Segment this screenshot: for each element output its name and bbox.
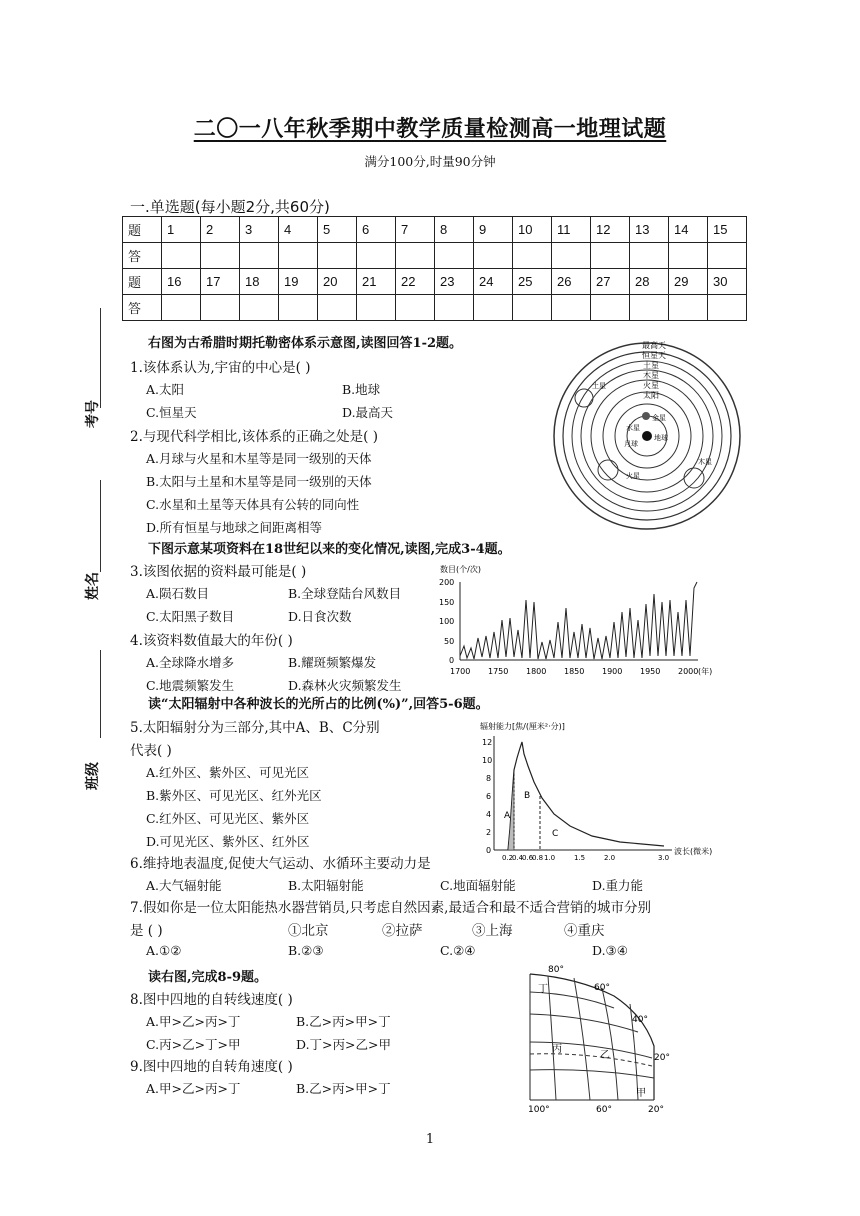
label-fixed-stars: 恒星天 [642,351,666,360]
binding-line [100,308,101,408]
lat-label: 60° [594,983,610,993]
answer-cell[interactable] [396,295,435,321]
option[interactable]: C.恒星天 [146,405,197,420]
class-label: 班级 [85,762,101,790]
table-cell: 23 [435,269,474,295]
y-tick: 150 [439,598,455,607]
x-tick: 1850 [564,667,585,676]
lon-label: 100° [528,1105,550,1115]
option[interactable]: D.可见光区、紫外区、红外区 [146,834,310,849]
answer-cell[interactable] [357,295,396,321]
table-row [123,269,747,295]
option[interactable]: A.月球与火星和木星等是同一级别的天体 [146,451,372,466]
label-saturn-2: 土星 [592,382,606,390]
table-cell: 25 [513,269,552,295]
place-jia: 甲 [636,1088,646,1099]
y-tick: 10 [482,756,493,765]
lon-label: 20° [648,1105,664,1115]
y-tick: 50 [444,637,455,646]
option[interactable]: C.丙>乙>丁>甲 [146,1037,241,1052]
x-unit: (年) [698,667,713,676]
table-cell: 28 [630,269,669,295]
option[interactable]: B.耀斑频繁爆发 [288,655,377,670]
radiation-curve [508,742,664,850]
label-mercury: 水星 [626,424,640,432]
answer-cell[interactable] [474,243,513,269]
table-cell: 26 [552,269,591,295]
option[interactable]: B.紫外区、可见光区、红外光区 [146,788,322,803]
question-6: 6.维持地表温度,促使大气运动、水循环主要动力是 [130,856,431,872]
x-tick: 0.6 [522,854,534,862]
question-1: 1.该体系认为,宇宙的中心是( ) [130,360,311,376]
table-cell: 8 [435,217,474,243]
answer-cell[interactable] [240,243,279,269]
label-moon: 月球 [624,440,638,448]
label-jupiter-2: 木星 [698,458,712,466]
answer-cell[interactable] [591,243,630,269]
sun-icon [642,412,650,420]
answer-cell[interactable] [162,243,201,269]
option[interactable]: B.太阳与土星和木星等是同一级别的天体 [146,474,372,489]
table-row [123,217,747,243]
answer-table [122,216,747,321]
answer-cell[interactable] [708,295,747,321]
instruction-text: 右图为古希腊时期托勒密体系示意图,读图回答1-2题。 [148,336,463,351]
question-9: 9.图中四地的自转角速度( ) [130,1059,293,1075]
table-cell: 11 [552,217,591,243]
lat-label: 80° [548,965,564,975]
answer-cell[interactable] [279,243,318,269]
instruction-text: 下图示意某项资料在18世纪以来的变化情况,读图,完成3-4题。 [148,542,511,557]
x-tick: 0.8 [532,854,544,862]
table-cell: 22 [396,269,435,295]
option[interactable]: C.水星和土星等天体具有公转的同向性 [146,497,360,512]
solar-radiation-chart [476,718,716,866]
x-tick: 2000 [678,667,699,676]
table-cell: 19 [279,269,318,295]
region-c-label: C [552,829,559,839]
answer-cell[interactable] [513,295,552,321]
table-cell: 12 [591,217,630,243]
answer-cell[interactable] [630,243,669,269]
option[interactable]: B.乙>丙>甲>丁 [296,1081,391,1096]
answer-cell[interactable] [474,295,513,321]
lat-label: 20° [654,1053,670,1063]
y-tick: 8 [486,774,492,783]
y-tick: 12 [482,738,493,747]
label-venus: 金星 [652,414,666,422]
option[interactable]: C.②④ [440,943,476,958]
region-b-label: B [524,791,531,801]
answer-cell[interactable] [357,243,396,269]
option[interactable]: A.全球降水增多 [146,655,235,670]
label-mars: 火星 [643,381,659,390]
option[interactable]: D.日食次数 [288,609,352,624]
instruction-text: 读“太阳辐射中各种波长的光所占的比例(%)”,回答5-6题。 [148,697,489,712]
y-axis-label: 辐射能力[焦/(厘米²·分)] [480,722,565,731]
exam-number-label: 考号 [85,400,101,428]
table-cell: 6 [357,217,396,243]
option[interactable]: D.③④ [592,943,628,958]
label-mars-2: 火星 [626,472,640,480]
option[interactable]: D.森林火灾频繁发生 [288,678,402,693]
table-cell: 7 [396,217,435,243]
answer-cell[interactable] [669,243,708,269]
option[interactable]: B.地球 [342,382,381,397]
question-2: 2.与现代科学相比,该体系的正确之处是( ) [130,429,378,445]
instruction-text: 读右图,完成8-9题。 [148,970,268,985]
table-cell: 17 [201,269,240,295]
binding-line [100,650,101,738]
answer-cell[interactable] [708,243,747,269]
question-5: 5.太阳辐射分为三部分,其中A、B、C分别 [130,720,380,736]
city: ④重庆 [564,923,605,939]
answer-cell[interactable] [591,295,630,321]
page-subtitle: 满分100分,时量90分钟 [364,154,496,169]
x-tick: 1800 [526,667,547,676]
answer-cell[interactable] [240,295,279,321]
answer-cell[interactable] [162,295,201,321]
label-earth: 地球 [654,434,668,442]
table-cell: 9 [474,217,513,243]
table-cell: 21 [357,269,396,295]
table-cell: 24 [474,269,513,295]
answer-cell[interactable] [318,243,357,269]
table-cell: 29 [669,269,708,295]
option[interactable]: A.太阳 [146,382,185,397]
x-tick: 3.0 [658,854,670,862]
table-cell: 2 [201,217,240,243]
x-tick: 1750 [488,667,509,676]
y-tick: 4 [486,810,492,819]
option[interactable]: C.太阳黑子数目 [146,609,235,624]
table-cell: 27 [591,269,630,295]
table-cell: 5 [318,217,357,243]
question-7-cont: 是 ( ) [130,923,163,939]
place-yi: 乙 [600,1050,610,1061]
table-cell: 10 [513,217,552,243]
option[interactable]: C.地震频繁发生 [146,678,235,693]
globe-sector-diagram [518,962,694,1118]
x-tick: 1.0 [544,854,556,862]
y-tick: 0 [449,656,455,665]
answer-cell[interactable] [396,243,435,269]
y-tick: 6 [486,792,492,801]
table-cell: 题 [123,217,162,243]
name-label: 姓名 [85,572,101,600]
table-cell: 答 [123,295,162,321]
city: ③上海 [472,923,513,939]
x-tick: 1700 [450,667,471,676]
answer-cell[interactable] [435,243,474,269]
table-cell: 1 [162,217,201,243]
city: ②拉萨 [382,923,423,939]
lon-label: 60° [596,1105,612,1115]
sunspot-series-line [460,582,697,659]
question-7: 7.假如你是一位太阳能热水器营销员,只考虑自然因素,最适合和最不适合营销的城市分别 [130,900,651,916]
table-cell: 14 [669,217,708,243]
answer-cell[interactable] [669,295,708,321]
option[interactable]: C.红外区、可见光区、紫外区 [146,811,310,826]
y-tick: 100 [439,617,455,626]
option[interactable]: A.①② [146,943,182,958]
table-row [123,295,747,321]
option[interactable]: B.太阳辐射能 [288,878,364,893]
y-tick: 2 [486,828,492,837]
option[interactable]: B.②③ [288,943,324,958]
x-tick: 1.5 [574,854,586,862]
option[interactable]: A.甲>乙>丙>丁 [146,1081,241,1096]
option[interactable]: B.全球登陆台风数目 [288,586,402,601]
x-tick: 0.2 [502,854,514,862]
place-ding: 丁 [538,984,548,995]
option[interactable]: D.最高天 [342,405,394,420]
option[interactable]: C.地面辐射能 [440,878,516,893]
option[interactable]: D.丁>丙>乙>甲 [296,1037,391,1052]
region-a-label: A [504,811,511,821]
question-3: 3.该图依据的资料最可能是( ) [130,564,307,580]
earth-icon [642,431,652,441]
question-4: 4.该资料数值最大的年份( ) [130,633,293,649]
x-axis-label: 波长(微米) [674,847,713,856]
ptolemy-system-diagram [548,338,746,534]
x-tick: 1950 [640,667,661,676]
table-cell: 13 [630,217,669,243]
label-highest-heaven: 最高天 [642,341,666,350]
sunspot-chart [436,560,716,684]
section-heading: 一.单选题(每小题2分,共60分) [130,198,330,216]
page-title: 二〇一八年秋季期中教学质量检测高一地理试题 [193,117,667,142]
y-tick: 0 [486,846,492,855]
table-cell: 30 [708,269,747,295]
answer-cell[interactable] [201,243,240,269]
table-row [123,243,747,269]
answer-cell[interactable] [552,295,591,321]
x-tick: 2.0 [604,854,616,862]
region-a-hatch [508,770,514,850]
x-tick: 0.4 [512,854,524,862]
place-bing: 丙 [552,1044,562,1055]
label-saturn: 土星 [643,361,659,370]
question-8: 8.图中四地的自转线速度( ) [130,992,293,1008]
table-cell: 3 [240,217,279,243]
y-tick: 200 [439,578,455,587]
table-cell: 15 [708,217,747,243]
option[interactable]: A.陨石数目 [146,586,210,601]
table-cell: 答 [123,243,162,269]
answer-cell[interactable] [630,295,669,321]
option[interactable]: B.乙>丙>甲>丁 [296,1014,391,1029]
label-jupiter: 木星 [643,371,659,380]
page-number: 1 [425,1132,435,1147]
option[interactable]: A.甲>乙>丙>丁 [146,1014,241,1029]
answer-cell[interactable] [318,295,357,321]
city: ①北京 [288,923,329,939]
option[interactable]: A.红外区、紫外区、可见光区 [146,765,310,780]
x-tick: 1900 [602,667,623,676]
answer-cell[interactable] [435,295,474,321]
table-cell: 20 [318,269,357,295]
answer-cell[interactable] [279,295,318,321]
label-sun: 太阳 [643,391,659,400]
binding-line [100,480,101,572]
answer-cell[interactable] [513,243,552,269]
table-cell: 16 [162,269,201,295]
table-cell: 题 [123,269,162,295]
option[interactable]: D.重力能 [592,878,644,893]
lat-label: 40° [632,1015,648,1025]
table-cell: 4 [279,217,318,243]
table-cell: 18 [240,269,279,295]
y-axis-label: 数目(个/次) [440,565,481,574]
option[interactable]: A.大气辐射能 [146,878,222,893]
answer-cell[interactable] [201,295,240,321]
option[interactable]: D.所有恒星与地球之间距离相等 [146,520,323,535]
answer-cell[interactable] [552,243,591,269]
question-5-cont: 代表( ) [130,743,172,759]
